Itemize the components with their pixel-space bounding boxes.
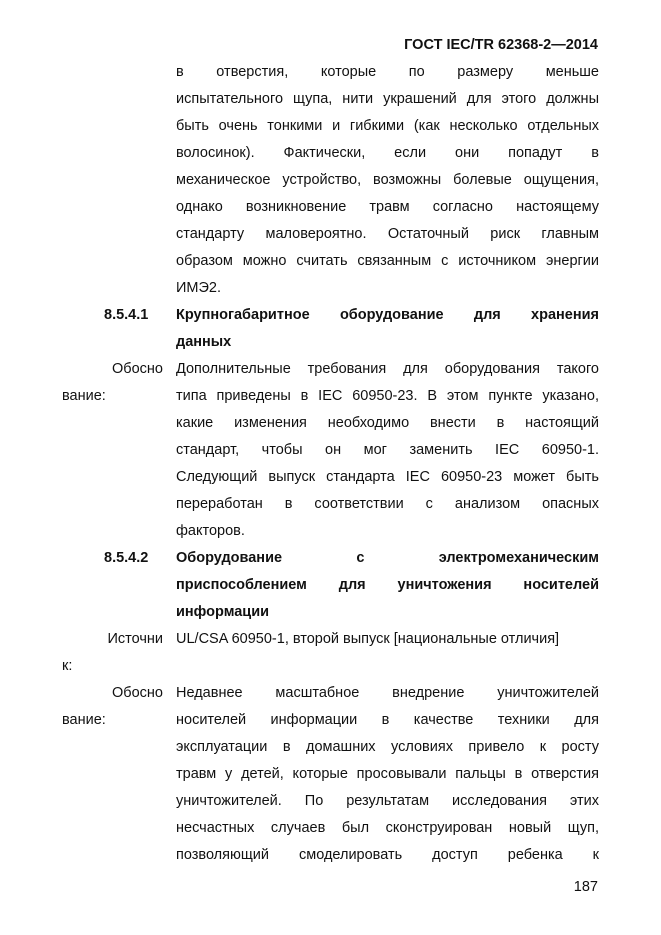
text-line: Недавнее масштабное внедрение уничтожителей [176, 685, 599, 701]
text-line: механическое устройство, возможны болевые ощущения, [176, 172, 599, 188]
rationale-label: Обосно [112, 361, 163, 377]
text-line: в отверстия, которые по размеру меньше [176, 64, 599, 80]
rationale-label: Обосно [112, 685, 163, 701]
text-line: быть очень тонкими и гибкими (как несколько отдельных [176, 118, 599, 134]
text-line: Дополнительные требования для оборудования такого [176, 361, 599, 377]
text-line: испытательного щупа, нити украшений для этого должны [176, 91, 599, 107]
text-line: волосинок). Фактически, если они попадут в [176, 145, 599, 161]
text-line: факторов. [176, 523, 245, 539]
section-title-line: информации [176, 604, 270, 620]
rationale-label: вание: [62, 388, 106, 404]
text-line: носителей информации в качестве техники для [176, 712, 599, 728]
text-line: Следующий выпуск стандарта IEC 60950-23 может быть [176, 469, 599, 485]
text-line: образом можно считать связанным с источником энергии [176, 253, 599, 269]
source-text: UL/CSA 60950-1, второй выпуск [национальные отличия] [176, 631, 560, 647]
section-title-line: Оборудование с электромеханическим [176, 550, 599, 566]
text-line: типа приведены в IEC 60950-23. В этом пункте указано, [176, 388, 599, 404]
text-line: ИМЭ2. [176, 280, 222, 296]
text-line: позволяющий смоделировать доступ ребенка к [176, 847, 599, 863]
section-title-line: Крупногабаритное оборудование для хранения [176, 307, 599, 323]
text-line: переработан в соответствии с анализом опасных [176, 496, 599, 512]
section-number: 8.5.4.2 [104, 550, 149, 566]
text-line: стандарту маловероятно. Остаточный риск главным [176, 226, 599, 242]
rationale-label: вание: [62, 712, 106, 728]
text-line: травм у детей, которые просовывали пальцы в отверстия [176, 766, 599, 782]
document-header: ГОСТ IEC/TR 62368-2—2014 [404, 37, 598, 53]
page-number: 187 [573, 879, 598, 895]
text-line: эксплуатации в домашних условиях привело к росту [176, 739, 599, 755]
text-line: какие изменения необходимо внести в настоящий [176, 415, 599, 431]
text-line: стандарт, чтобы он мог заменить IEC 60950-1. [176, 442, 599, 458]
text-line: уничтожителей. По результатам исследования этих [176, 793, 599, 809]
section-title-line: данных [176, 334, 232, 350]
source-label: Источни [107, 631, 163, 647]
text-line: несчастных случаев был сконструирован новый щуп, [176, 820, 599, 836]
source-label: к: [62, 658, 73, 674]
section-title-line: приспособлением для уничтожения носителей [176, 577, 599, 593]
text-line: однако возникновение травм согласно настоящему [176, 199, 599, 215]
section-number: 8.5.4.1 [104, 307, 149, 323]
